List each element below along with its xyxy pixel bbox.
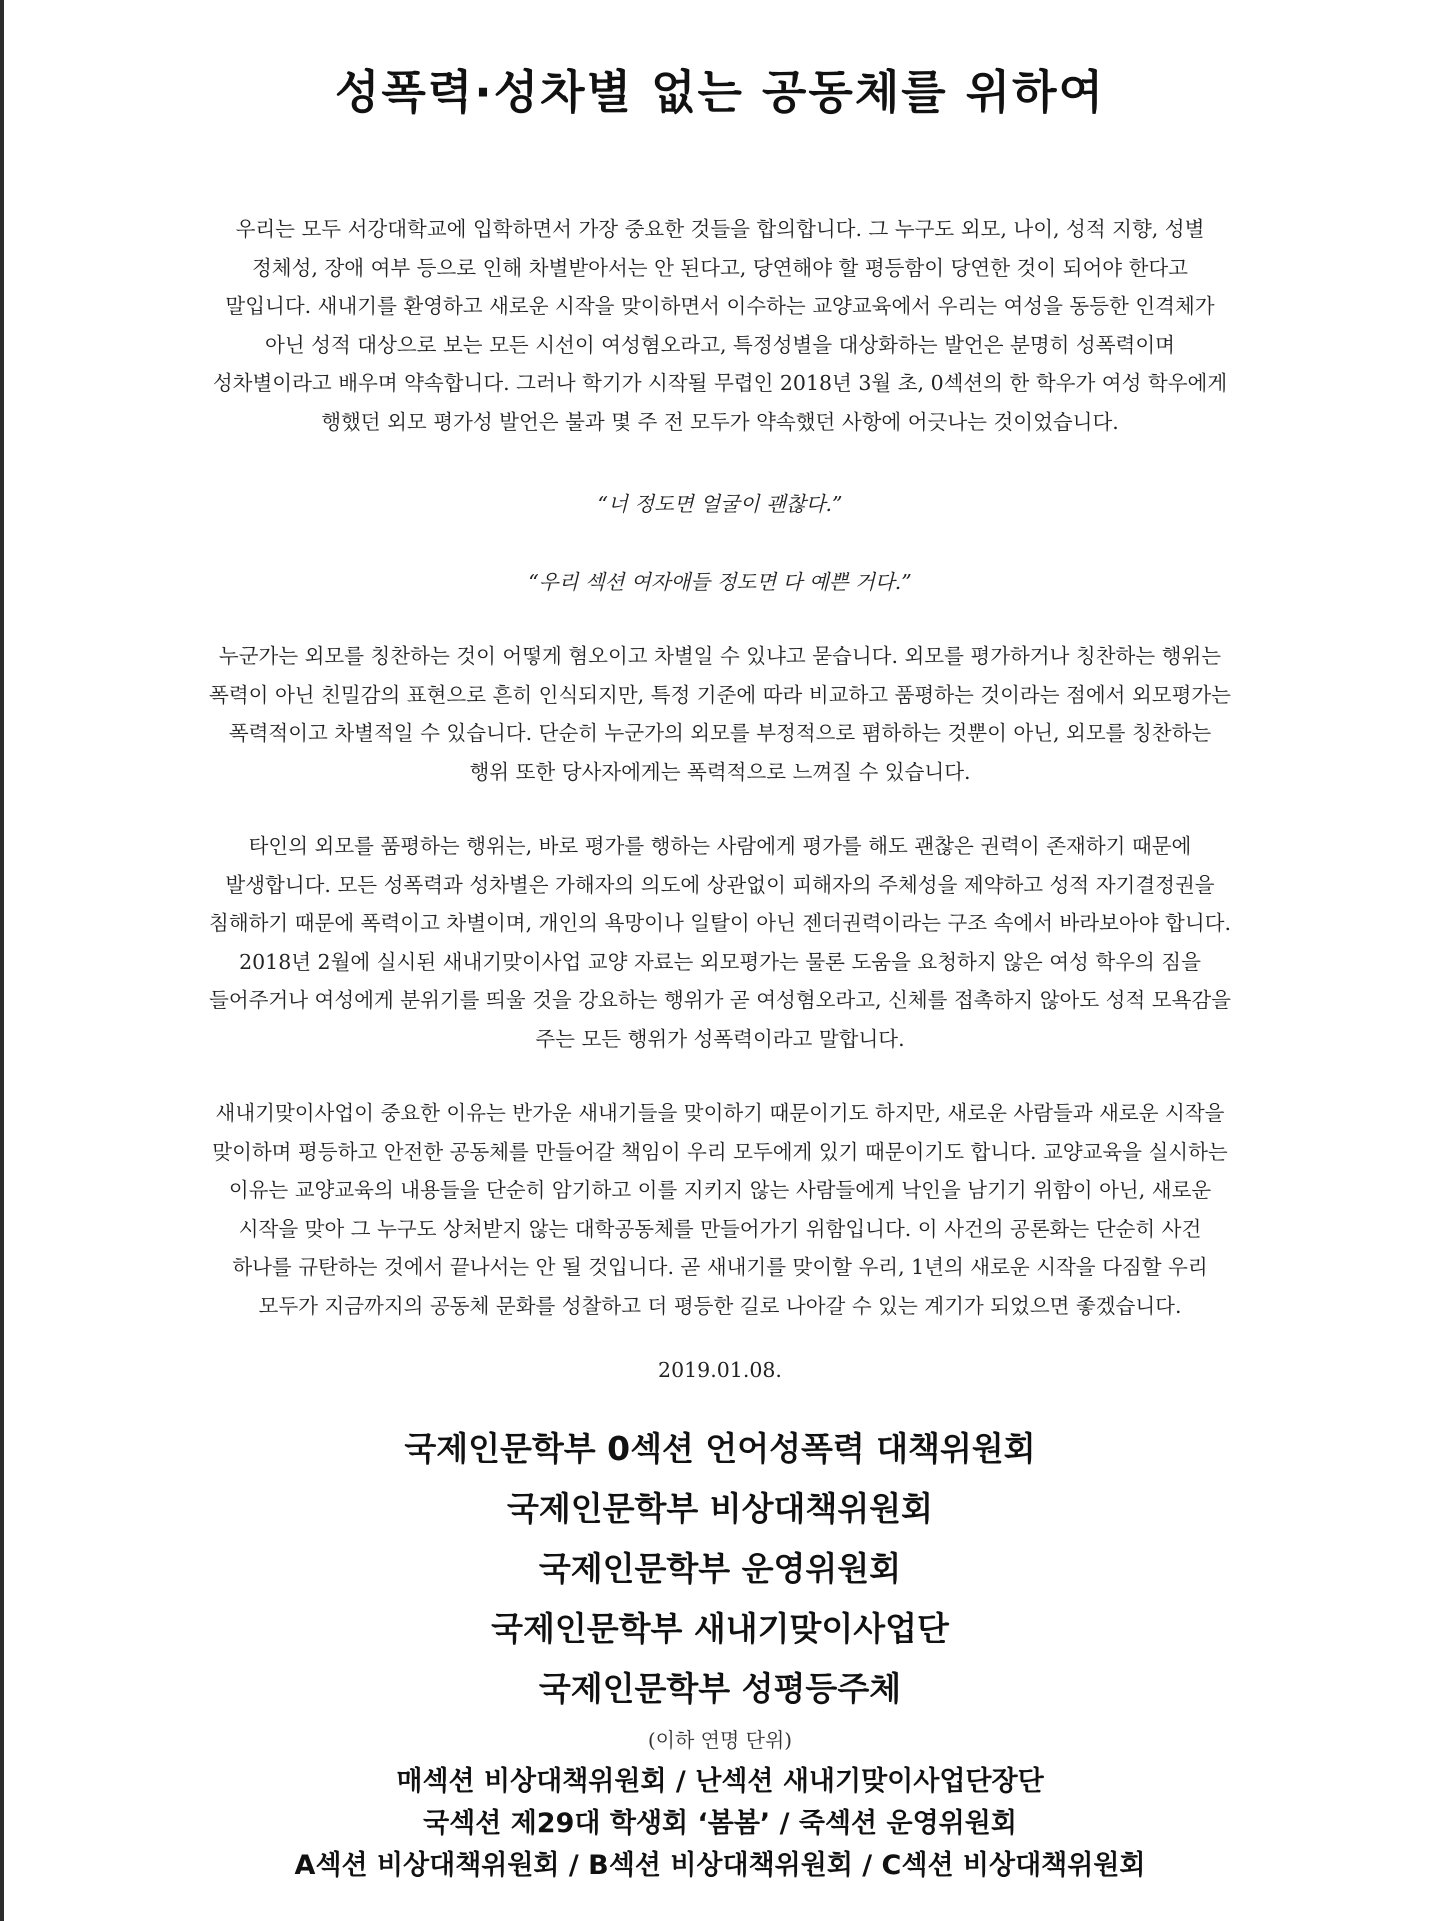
paragraph-2	[80, 637, 1360, 791]
quote-2: “우리 섹션 여자애들 정도면 다 예쁜 거다.”	[528, 570, 912, 594]
statement-document	[80, 0, 1360, 1887]
left-border	[0, 0, 4, 1921]
paragraph-line: 주는 모든 행위가 성폭력이라고 말합니다.	[535, 1026, 905, 1051]
cosigner-line: A섹션 비상대책위원회 / B섹션 비상대책위원회 / C섹션 비상대책위원회	[294, 1850, 1146, 1881]
paragraph-line: 새내기맞이사업이 중요한 이유는 반가운 새내기들을 맞이하기 때문이기도 하지만, 새로운 사람들과 새로운 시작을	[215, 1101, 1225, 1125]
organization-name: 국제인문학부 성평등주체	[538, 1669, 902, 1708]
statement-date: 2019.01.08.	[658, 1358, 782, 1382]
paragraph-line: 2018년 2월에 실시된 새내기맞이사업 교양 자료는 외모평가는 물론 도움을 요청하지 않은 여성 학우의 짐을	[239, 949, 1201, 974]
paragraph-line: 맞이하며 평등하고 안전한 공동체를 만들어갈 책임이 우리 모두에게 있기 때문이기도 합니다. 교양교육을 실시하는	[212, 1139, 1228, 1164]
paragraph-line: 아닌 성적 대상으로 보는 모든 시선이 여성혐오라고, 특정성별을 대상화하는 발언은 분명히 성폭력이며	[265, 332, 1175, 357]
cosigner-line: 국섹션 제29대 학생회 ‘봄봄’ / 죽섹션 운영위원회	[423, 1808, 1017, 1839]
cosigners-list	[80, 1761, 1360, 1887]
paragraph-line: 정체성, 장애 여부 등으로 인해 차별받아서는 안 된다고, 당연해야 할 평등함이 당연한 것이 되어야 한다고	[252, 255, 1188, 280]
cosigner-line: 매섹션 비상대책위원회 / 난섹션 새내기맞이사업단장단	[396, 1766, 1044, 1797]
paragraph-line: 하나를 규탄하는 것에서 끝나서는 안 될 것입니다. 곧 새내기를 맞이할 우리, 1년의 새로운 시작을 다짐할 우리	[232, 1255, 1208, 1279]
paragraph-line: 시작을 맞아 그 누구도 상처받지 않는 대학공동체를 만들어가기 위함입니다. 이 사건의 공론화는 단순히 사건	[238, 1216, 1202, 1241]
paragraph-line: 폭력이 아닌 친밀감의 표현으로 흔히 인식되지만, 특정 기준에 따라 비교하고 품평하는 것이라는 점에서 외모평가는	[209, 682, 1231, 707]
paragraph-1	[80, 210, 1360, 441]
cosigner-note: (이하 연명 단위)	[647, 1728, 793, 1752]
paragraph-line: 침해하기 때문에 폭력이고 차별이며, 개인의 욕망이나 일탈이 아닌 젠더권력이라는 구조 속에서 바라보아야 합니다.	[209, 911, 1231, 935]
organizations-list	[80, 1419, 1360, 1719]
paragraph-line: 우리는 모두 서강대학교에 입학하면서 가장 중요한 것들을 합의합니다. 그 누구도 외모, 나이, 성적 지향, 성별	[235, 217, 1205, 241]
paragraph-line: 행위 또한 당사자에게는 폭력적으로 느껴질 수 있습니다.	[469, 759, 971, 784]
paragraph-line: 들어주거나 여성에게 분위기를 띄울 것을 강요하는 행위가 곧 여성혐오라고, 신체를 접촉하지 않아도 성적 모욕감을	[209, 988, 1231, 1012]
paragraph-line: 모두가 지금까지의 공동체 문화를 성찰하고 더 평등한 길로 나아갈 수 있는 계기가 되었으면 좋겠습니다.	[258, 1293, 1182, 1318]
paragraph-line: 성차별이라고 배우며 약속합니다. 그러나 학기가 시작될 무렵인 2018년 3월 초, 0섹션의 한 학우가 여성 학우에게	[212, 371, 1228, 395]
paragraph-line: 발생합니다. 모든 성폭력과 성차별은 가해자의 의도에 상관없이 피해자의 주체성을 제약하고 성적 자기결정권을	[225, 872, 1215, 897]
organization-name: 국제인문학부 운영위원회	[538, 1549, 902, 1588]
paragraph-line: 말입니다. 새내기를 환영하고 새로운 시작을 맞이하면서 이수하는 교양교육에서 우리는 여성을 동등한 인격체가	[225, 294, 1215, 318]
paragraph-line: 이유는 교양교육의 내용들을 단순히 암기하고 이를 지키지 않는 사람들에게 낙인을 남기기 위함이 아닌, 새로운	[228, 1178, 1212, 1202]
paragraph-line: 폭력적이고 차별적일 수 있습니다. 단순히 누군가의 외모를 부정적으로 폄하하는 것뿐이 아닌, 외모를 칭찬하는	[228, 721, 1212, 745]
paragraph-3	[80, 827, 1360, 1058]
paragraph-line: 타인의 외모를 품평하는 행위는, 바로 평가를 행하는 사람에게 평가를 해도 괜찮은 권력이 존재하기 때문에	[248, 834, 1192, 858]
organization-name: 국제인문학부 새내기맞이사업단	[491, 1609, 949, 1648]
paragraph-4	[80, 1094, 1360, 1325]
organization-name: 국제인문학부 0섹션 언어성폭력 대책위원회	[404, 1429, 1036, 1468]
paragraph-line: 행했던 외모 평가성 발언은 불과 몇 주 전 모두가 약속했던 사항에 어긋나는 것이었습니다.	[321, 409, 1119, 434]
organization-name: 국제인문학부 비상대책위원회	[507, 1489, 933, 1528]
paragraph-line: 누군가는 외모를 칭찬하는 것이 어떻게 혐오이고 차별일 수 있냐고 묻습니다. 외모를 평가하거나 칭찬하는 행위는	[218, 644, 1222, 668]
quote-1: “너 정도면 얼굴이 괜찮다.”	[597, 492, 843, 516]
document-title: 성폭력·성차별 없는 공동체를 위하여	[334, 65, 1106, 119]
